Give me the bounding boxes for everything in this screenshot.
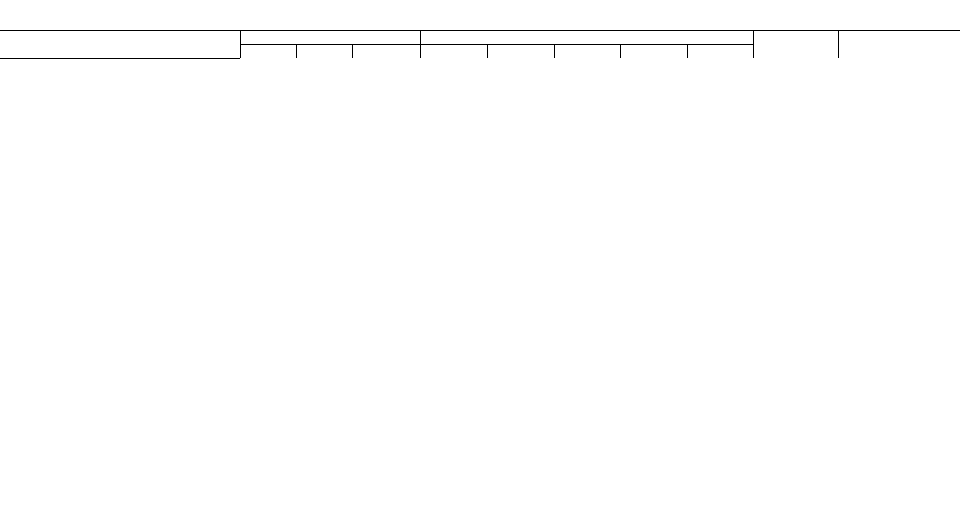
col-header [240, 45, 296, 59]
col-header [753, 45, 838, 59]
col-header [420, 45, 487, 59]
col-header [687, 45, 753, 59]
sitc-header [0, 31, 240, 59]
col-header [487, 45, 554, 59]
data-table [0, 30, 960, 59]
col-header [554, 45, 620, 59]
col-header [838, 45, 960, 59]
group-total2011-header [838, 31, 960, 45]
col-header [620, 45, 687, 59]
col-header [352, 45, 420, 59]
group-sea-header [240, 31, 420, 45]
group-other-header [420, 31, 753, 45]
group-total-header [753, 31, 838, 45]
col-header [296, 45, 352, 59]
